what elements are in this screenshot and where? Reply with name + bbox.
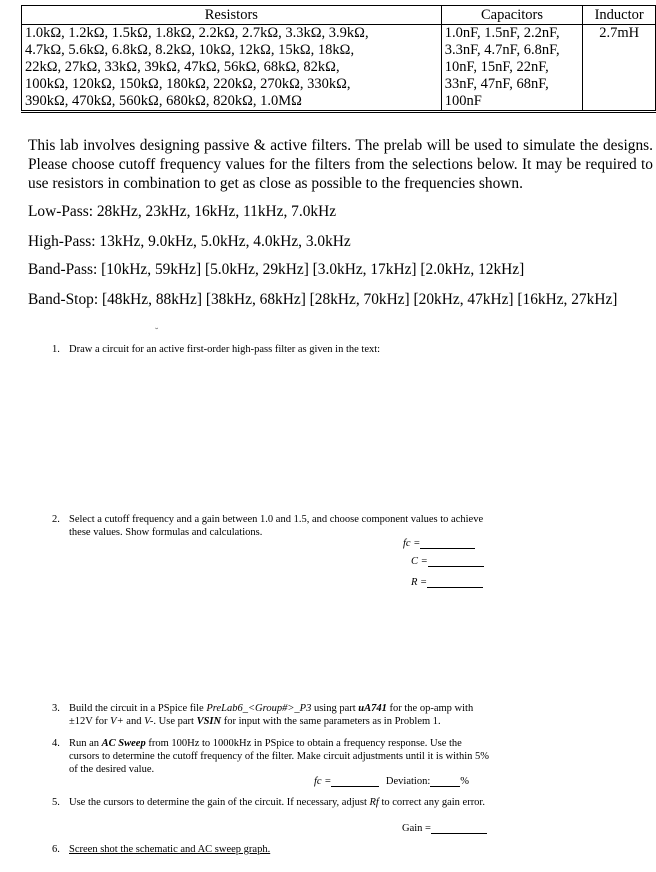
stray-mark: ˘ (155, 327, 159, 338)
question-3 (52, 702, 502, 732)
fc-blank[interactable] (331, 786, 379, 787)
resistor-line: 22kΩ, 27kΩ, 33kΩ, 39kΩ, 47kΩ, 56kΩ, 68kΩ, 82kΩ, (25, 59, 340, 75)
table-header-row (22, 6, 656, 25)
r-blank[interactable] (427, 587, 483, 588)
capacitor-line: 33nF, 47nF, 68nF, (444, 76, 549, 92)
resistor-line: 4.7kΩ, 5.6kΩ, 6.8kΩ, 8.2kΩ, 10kΩ, 12kΩ, 15kΩ, 18kΩ, (25, 42, 355, 58)
question-text: Select a cutoff frequency and a gain between 1.0 and 1.5, and choose component values to achieve these values. Show formulas and calculations. (69, 514, 484, 538)
question-number: 5. (52, 797, 60, 808)
intro-paragraph: This lab involves designing passive & active filters. The prelab will be used to simulate the designs. Please choose cutoff frequency values for the filters from the selections below. It may be required to use resistors in combination to get as close as possible to the frequencies shown. (28, 137, 653, 192)
inductor-value: 2.7mH (583, 25, 656, 112)
c-label: C = (411, 556, 428, 567)
resistor-values (22, 25, 442, 112)
r-answer-line (411, 577, 483, 588)
pspice-filename: PreLab6_<Group#>_P3 (206, 703, 312, 714)
fc-blank[interactable] (420, 548, 475, 549)
inductor-header: Inductor (583, 6, 656, 25)
resistor-line: 1.0kΩ, 1.2kΩ, 1.5kΩ, 1.8kΩ, 2.2kΩ, 2.7kΩ, 3.3kΩ, 3.9kΩ, (25, 25, 369, 41)
c-answer-line (411, 556, 484, 567)
gain-answer-line (402, 823, 487, 834)
deviation-label: Deviation: (385, 776, 431, 787)
question-number: 2. (52, 514, 60, 525)
capacitors-header: Capacitors (441, 6, 583, 25)
gain-blank[interactable] (431, 833, 487, 834)
ac-sweep-term: AC Sweep (101, 738, 146, 749)
band-stop-frequencies: Band-Stop: [48kHz, 88kHz] [38kHz, 68kHz] [28kHz, 70kHz] [20kHz, 47kHz] [16kHz, 27kHz] (28, 291, 618, 308)
deviation-blank[interactable] (430, 786, 460, 787)
component-table (21, 5, 656, 113)
opamp-part: uA741 (358, 703, 387, 714)
question-text: Build the circuit in a PSpice file PreLab6_<Group#>_P3 using part uA741 for the op-amp with ±12V for V+ and V-. Use part VSIN for input with the same parameters as in Problem 1. (69, 703, 474, 727)
resistor-line: 100kΩ, 120kΩ, 150kΩ, 180kΩ, 220kΩ, 270kΩ, 330kΩ, (25, 76, 351, 92)
high-pass-frequencies: High-Pass: 13kHz, 9.0kHz, 5.0kHz, 4.0kHz, 3.0kHz (28, 233, 351, 250)
question-number: 1. (52, 344, 60, 355)
vminus-label: V- (144, 716, 154, 727)
q4-answer-line (314, 776, 469, 787)
resistors-header: Resistors (22, 6, 442, 25)
question-number: 3. (52, 703, 60, 714)
question-text: Use the cursors to determine the gain of the circuit. If necessary, adjust Rf to correct any gain error. (69, 797, 485, 808)
gain-label: Gain = (402, 823, 431, 834)
source-part: VSIN (196, 716, 222, 727)
resistor-line: 390kΩ, 470kΩ, 560kΩ, 680kΩ, 820kΩ, 1.0MΩ (25, 93, 302, 109)
question-number: 6. (52, 844, 60, 855)
question-text: Run an AC Sweep from 100Hz to 1000kHz in PSpice to obtain a frequency response. Use the cursors to determine the cutoff frequency of the filter. Make circuit adjustments until it is within 5% of the desired value. (69, 738, 489, 775)
question-5 (52, 796, 502, 826)
r-label: R = (411, 577, 428, 588)
percent-sign: % (460, 776, 469, 787)
question-number: 4. (52, 738, 60, 749)
rf-label: Rf (369, 797, 379, 808)
table-values-row (22, 25, 656, 112)
capacitor-line: 100nF (444, 93, 482, 109)
question-text: Screen shot the schematic and AC sweep graph. (69, 844, 271, 855)
vplus-label: V+ (110, 716, 124, 727)
low-pass-frequencies: Low-Pass: 28kHz, 23kHz, 16kHz, 11kHz, 7.0kHz (28, 203, 337, 220)
band-pass-frequencies: Band-Pass: [10kHz, 59kHz] [5.0kHz, 29kHz] [3.0kHz, 17kHz] [2.0kHz, 12kHz] (28, 261, 525, 278)
capacitor-line: 10nF, 15nF, 22nF, (444, 59, 549, 75)
capacitor-line: 1.0nF, 1.5nF, 2.2nF, (444, 25, 560, 41)
c-blank[interactable] (428, 566, 484, 567)
question-text: Draw a circuit for an active first-order high-pass filter as given in the text: (69, 344, 381, 355)
fc-answer-line (403, 538, 475, 549)
question-4 (52, 737, 502, 777)
capacitor-line: 3.3nF, 4.7nF, 6.8nF, (444, 42, 560, 58)
fc-label: fc = (403, 538, 421, 549)
capacitor-values (441, 25, 583, 112)
fc-label: fc = (314, 776, 332, 787)
